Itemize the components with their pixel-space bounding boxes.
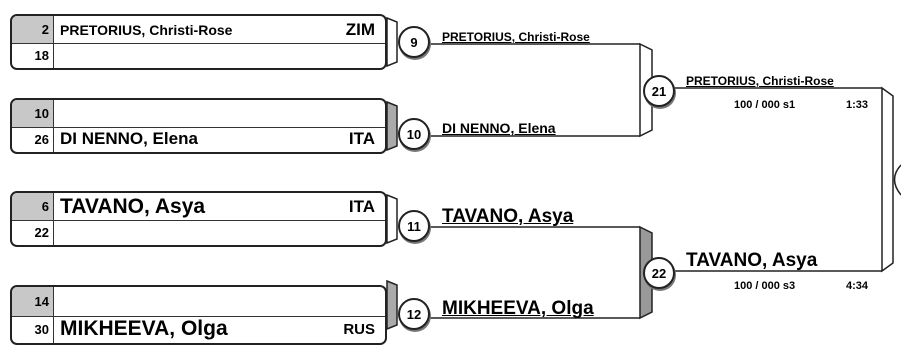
competitor-nation: ITA bbox=[348, 129, 375, 148]
competitor-slot bbox=[12, 126, 385, 152]
seed-number: 18 bbox=[12, 42, 54, 68]
match-box bbox=[10, 285, 387, 345]
winner-name: PRETORIUS, Christi-Rose bbox=[442, 30, 590, 44]
seed-number: 6 bbox=[12, 193, 54, 220]
seed-number: 10 bbox=[12, 100, 54, 127]
winner-name: DI NENNO, Elena bbox=[442, 120, 556, 136]
competitor-nation: RUS bbox=[343, 320, 375, 338]
connector-wedge bbox=[387, 18, 397, 66]
competitor-nation: ZIM bbox=[345, 19, 375, 39]
connector-wedge bbox=[882, 88, 893, 271]
competitor-slot bbox=[12, 193, 385, 221]
bout-score: 100 / 000 s1 bbox=[734, 99, 796, 111]
competitor-nation: ITA bbox=[348, 196, 375, 216]
match-box bbox=[10, 98, 387, 154]
seed-number: 2 bbox=[12, 16, 54, 43]
winner-name: TAVANO, Asya bbox=[442, 206, 574, 227]
winner-name: TAVANO, Asya bbox=[686, 250, 818, 271]
bout-time: 1:33 bbox=[846, 99, 869, 111]
winner-name: MIKHEEVA, Olga bbox=[442, 298, 594, 319]
bracket-line bbox=[895, 165, 901, 195]
bout-number-circle: 9 bbox=[398, 26, 430, 58]
bout-number-circle: 10 bbox=[398, 118, 430, 150]
competitor-slot bbox=[12, 219, 385, 245]
bout-time: 4:34 bbox=[846, 280, 869, 292]
connector-wedge bbox=[387, 195, 397, 243]
seed-number: 14 bbox=[12, 287, 54, 316]
competitor-slot bbox=[12, 16, 385, 44]
competitor-slot bbox=[12, 42, 385, 68]
competitor-slot bbox=[12, 100, 385, 128]
competitor-name: MIKHEEVA, Olga bbox=[60, 317, 228, 340]
bout-number-circle: 22 bbox=[643, 257, 675, 289]
winner-name: PRETORIUS, Christi-Rose bbox=[686, 74, 834, 88]
seed-number: 26 bbox=[12, 126, 54, 152]
connector-wedge bbox=[387, 102, 397, 150]
bout-number-circle: 12 bbox=[398, 298, 430, 330]
connector-wedge bbox=[387, 281, 397, 329]
bout-number-circle: 21 bbox=[643, 75, 675, 107]
competitor-name: PRETORIUS, Christi-Rose bbox=[60, 21, 233, 38]
bout-score: 100 / 000 s3 bbox=[734, 280, 796, 292]
competitor-name: DI NENNO, Elena bbox=[60, 129, 198, 148]
seed-number: 30 bbox=[12, 315, 54, 343]
bout-number-circle: 11 bbox=[398, 210, 430, 242]
competitor-name: TAVANO, Asya bbox=[60, 194, 206, 218]
match-box bbox=[10, 14, 387, 70]
match-box bbox=[10, 191, 387, 247]
competitor-slot bbox=[12, 287, 385, 317]
competitor-slot bbox=[12, 315, 385, 343]
seed-number: 22 bbox=[12, 219, 54, 245]
